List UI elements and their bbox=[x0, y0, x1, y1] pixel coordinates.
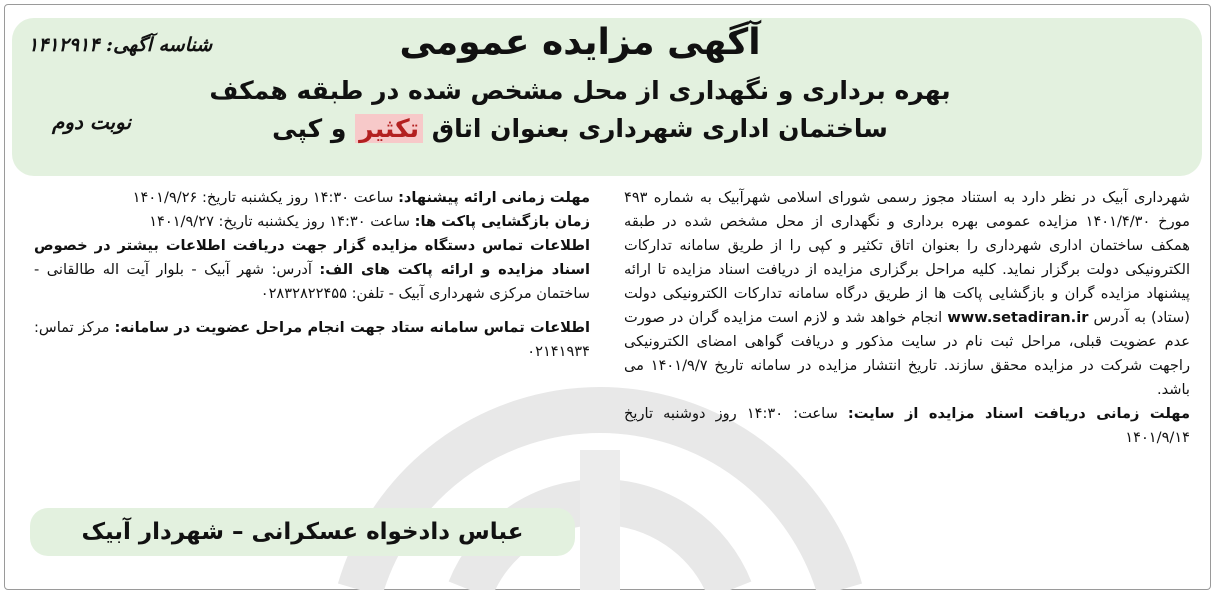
subtitle-line-2-start: ساختمان اداری شهرداری بعنوان اتاق bbox=[423, 114, 888, 143]
notice-title: آگهی مزایده عمومی bbox=[399, 22, 761, 63]
subtitle-highlight: تکثیر bbox=[355, 114, 423, 143]
opening-time bbox=[34, 210, 590, 234]
opening-time-text: ساعت ۱۴:۳۰ روز یکشنبه تاریخ: ۱۴۰۱/۹/۲۷ bbox=[149, 213, 415, 230]
mayor-signature: عباس دادخواه عسکرانی – شهردار آبیک bbox=[81, 519, 524, 545]
offer-deadline bbox=[34, 186, 590, 210]
opening-time-label: زمان بازگشایی پاکت ها: bbox=[414, 213, 590, 230]
signature-banner bbox=[30, 508, 575, 556]
notice-body-left bbox=[34, 186, 590, 364]
subtitle-line-2 bbox=[200, 110, 960, 148]
contact-info-label: اطلاعات تماس دستگاه مزایده گزار جهت دریافت اطلاعات بیشتر در خصوص اسناد مزایده و ارائه پاکت های الف: bbox=[34, 237, 590, 278]
document-deadline bbox=[624, 402, 1190, 450]
contact-info-text: آدرس: شهر آبیک - بلوار آیت اله طالقانی - ساختمان مرکزی شهرداری آبیک - تلفن: ۰۲۸۳۲۸۲۲۴۵۵ bbox=[34, 261, 590, 302]
subtitle-line-1: بهره برداری و نگهداری از محل مشخص شده در طبقه همکف bbox=[209, 76, 951, 105]
document-deadline-text: ساعت: ۱۴:۳۰ روز دوشنبه تاریخ ۱۴۰۱/۹/۱۴ bbox=[624, 405, 1190, 446]
offer-deadline-text: ساعت ۱۴:۳۰ روز یکشنبه تاریخ: ۱۴۰۱/۹/۲۶ bbox=[132, 189, 399, 206]
setad-website-link[interactable]: www.setadiran.ir bbox=[947, 309, 1089, 326]
body-text-start: شهرداری آبیک در نظر دارد به استناد مجوز رسمی شورای اسلامی شهرآبیک به شماره ۴۹۳ مورخ ۱۴۰۱/۴/۳۰ مزایده عمومی بهره برداری و نگهداری از محل مشخص شده در طبقه همکف ساختمان اداری شهرداری را بعنوان اتاق تکثیر و کپی را از طریق سامانه تدارکات الکترونیکی دولت برگزار نماید. کلیه مراحل برگزاری مزایده از دریافت اسناد مزایده تا ارائه پیشنهاد مزایده گران و بازگشایی پاکت ها از طریق درگاه سامانه تدارکات الکترونیکی دولت (ستاد) به آدرس bbox=[624, 189, 1190, 326]
setad-contact-text: مرکز تماس: ۰۲۱۴۱۹۳۴ bbox=[34, 319, 590, 360]
body-text-end: انجام خواهد شد و لازم است مزایده گران در صورت عدم عضویت قبلی، مراحل ثبت نام در سایت مذکور و دریافت گواهی امضای الکترونیکی راجهت شرکت در مزایده محقق سازند. تاریخ انتشار مزایده در سامانه تاریخ ۱۴۰۱/۹/۷ می باشد. bbox=[624, 309, 1190, 398]
body-paragraph bbox=[624, 186, 1190, 402]
publication-round: نوبت دوم bbox=[52, 110, 132, 134]
contact-info bbox=[34, 234, 590, 306]
notice-subtitle bbox=[200, 72, 960, 148]
ad-id: شناسه آگهی: ۱۴۱۲۹۱۴ bbox=[28, 34, 213, 56]
subtitle-line-2-end: و کپی bbox=[272, 114, 356, 143]
offer-deadline-label: مهلت زمانی ارائه پیشنهاد: bbox=[398, 189, 590, 206]
setad-contact bbox=[34, 316, 590, 364]
notice-body-right bbox=[624, 186, 1190, 450]
document-deadline-label: مهلت زمانی دریافت اسناد مزایده از سایت: bbox=[847, 405, 1190, 422]
setad-contact-label: اطلاعات تماس سامانه ستاد جهت انجام مراحل عضویت در سامانه: bbox=[114, 319, 590, 336]
